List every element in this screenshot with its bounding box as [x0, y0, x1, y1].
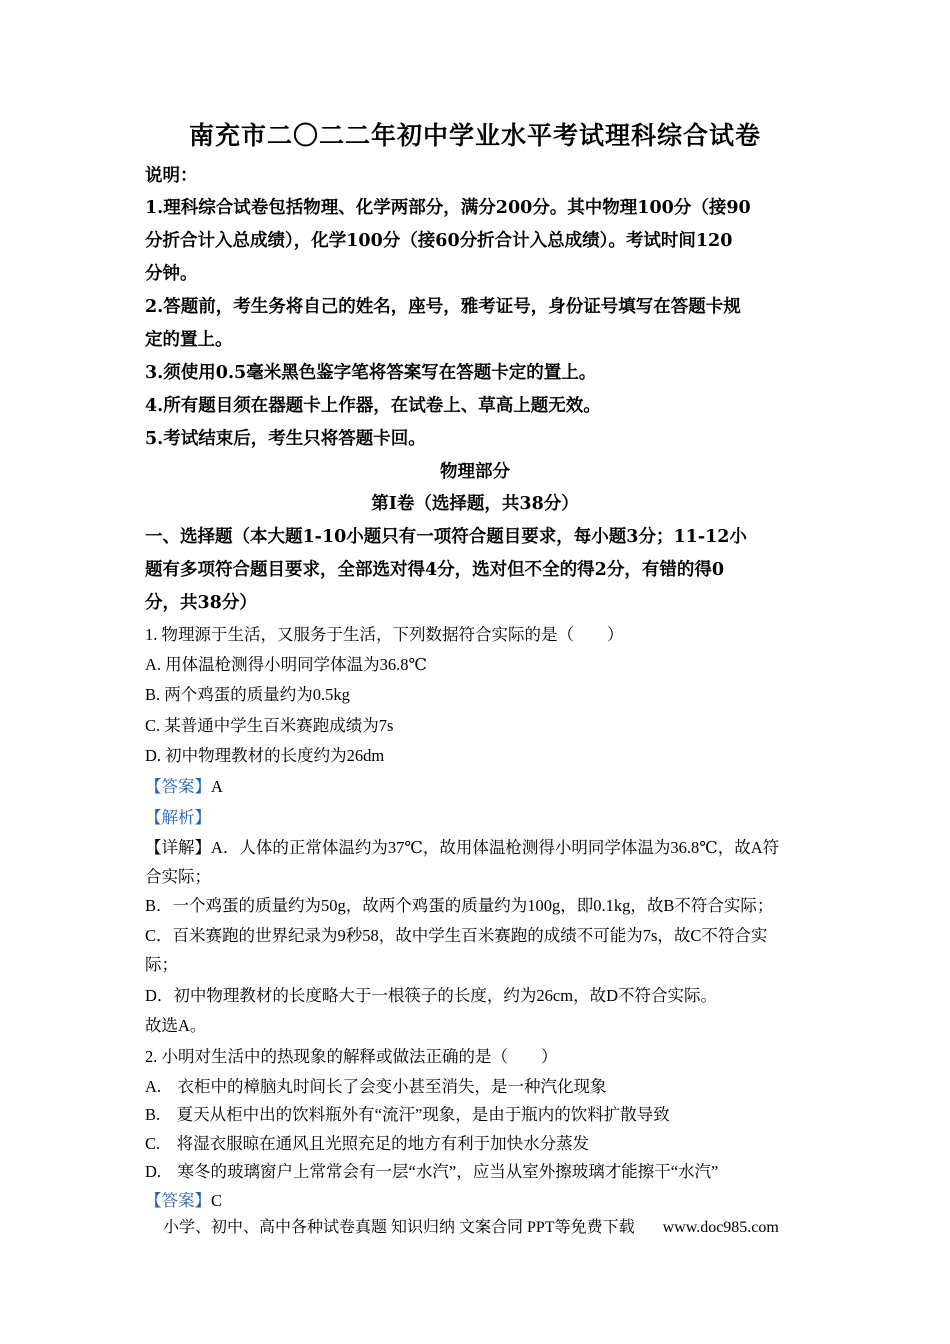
footer-text: 小学、初中、高中各种试卷真题 知识归纳 文案合同 PPT等免费下载 — [163, 1219, 635, 1236]
q1-option-a: A. 用体温枪测得小明同学体温为36.8℃ — [145, 655, 427, 674]
instruction-3: 3.须使用0.5毫米黑色鉴字笔将答案写在答题卡定的置上。 — [145, 363, 597, 383]
instruction-1-line-1: 1.理科综合试卷包括物理、化学两部分，满分200分。其中物理100分（接90 — [145, 198, 751, 218]
q1-conclusion: 故选A。 — [145, 1016, 207, 1035]
detail-text: A．人体的正常体温约为37℃，故用体温枪测得小明同学体温为36.8℃，故A符 — [211, 838, 780, 857]
q2-answer — [145, 1187, 222, 1211]
q1-answer — [145, 773, 223, 797]
q1-stem: 1. 物理源于生活，又服务于生活，下列数据符合实际的是（ ） — [145, 625, 624, 644]
detail-tag: 【详解】 — [145, 838, 211, 857]
q2-option-d: D. 寒冬的玻璃窗户上常常会有一层“水汽”，应当从室外擦玻璃才能擦干“水汽” — [145, 1162, 719, 1181]
q1-detail-line-6: D．初中物理教材的长度略大于一根筷子的长度，约为26cm，故D不符合实际。 — [145, 986, 717, 1005]
choice-section-line-3: 分，共38分） — [145, 593, 257, 613]
answer-tag: 【答案】 — [145, 777, 211, 796]
q2-option-b: B. 夏天从柜中出的饮料瓶外有“流汗”现象，是由于瓶内的饮料扩散导致 — [145, 1105, 670, 1124]
answer-tag: 【答案】 — [145, 1191, 211, 1210]
q1-detail-line-5: 际； — [145, 955, 178, 974]
q2-option-c: C. 将湿衣服晾在通风且光照充足的地方有利于加快水分蒸发 — [145, 1134, 590, 1153]
q1-option-b: B. 两个鸡蛋的质量约为0.5kg — [145, 685, 350, 704]
instruction-5: 5.考试结束后，考生只将答题卡回。 — [145, 429, 426, 449]
q2-stem: 2. 小明对生活中的热现象的解释或做法正确的是（ ） — [145, 1047, 558, 1066]
footer-link[interactable]: www.doc985.com — [662, 1219, 779, 1236]
instruction-2-line-2: 定的置上。 — [145, 330, 233, 350]
q1-option-d: D. 初中物理教材的长度约为26dm — [145, 746, 385, 765]
answer-value: A — [211, 777, 223, 796]
instruction-1-line-2: 分折合计入总成绩），化学100分（接60分折合计入总成绩）。考试时间120 — [145, 231, 733, 251]
q1-detail-line-2: 合实际； — [145, 867, 211, 886]
q1-analysis-tag: 【解析】 — [145, 808, 211, 827]
page-footer — [163, 1214, 779, 1237]
instruction-4: 4.所有题目须在器题卡上作器，在试卷上、草高上题无效。 — [145, 396, 601, 416]
choice-section-line-2: 题有多项符合题目要求，全部选对得4分，选对但不全的得2分，有错的得0 — [145, 560, 725, 580]
choice-section-line-1: 一、选择题（本大题1-10小题只有一项符合题目要求，每小题3分；11-12小 — [145, 527, 747, 547]
q2-option-a: A. 衣柜中的樟脑丸时间长了会变小甚至消失，是一种汽化现象 — [145, 1077, 607, 1096]
part-title: 物理部分 — [440, 462, 510, 482]
q1-detail-line-4: C．百米赛跑的世界纪录为9秒58，故中学生百米赛跑的成绩不可能为7s，故C不符合实 — [145, 926, 768, 945]
instruction-1-line-3: 分钟。 — [145, 264, 198, 284]
instruction-2-line-1: 2.答题前，考生务将自己的姓名，座号，雅考证号，身份证号填写在答题卡规 — [145, 297, 741, 317]
q1-option-c: C. 某普通中学生百米赛跑成绩为7s — [145, 716, 394, 735]
q1-detail-line-3: B．一个鸡蛋的质量约为50g，故两个鸡蛋的质量约为100g，即0.1kg，故B不符合实际； — [145, 896, 774, 915]
answer-value: C — [211, 1191, 223, 1210]
instructions-heading: 说明： — [145, 166, 198, 186]
document-title: 南充市二〇二二年初中学业水平考试理科综合试卷 — [188, 121, 761, 150]
q1-detail-line-1 — [145, 834, 779, 858]
volume-title: 第Ⅰ卷（选择题，共38分） — [371, 494, 579, 514]
